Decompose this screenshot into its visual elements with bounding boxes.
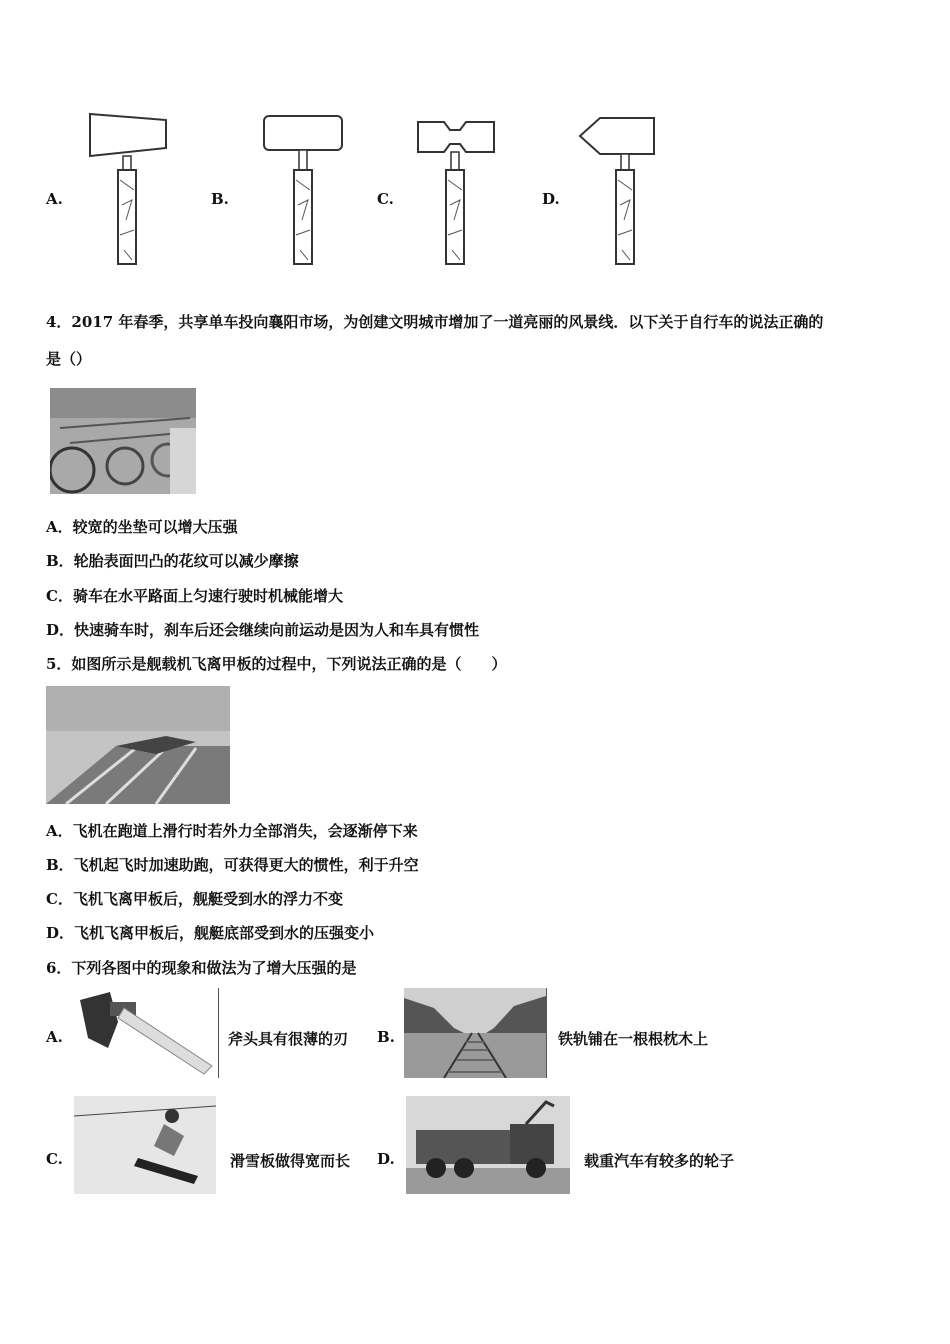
q6-option-a-caption: 斧头具有很薄的刃 [228, 1030, 349, 1048]
carrier-aircraft-photo [46, 686, 230, 804]
q6-option-b-label: B. [377, 1028, 395, 1046]
railway-track-photo [404, 988, 547, 1078]
hammer-c-figure [410, 110, 500, 270]
q5-option-d: D．飞机飞离甲板后，舰艇底部受到水的压强变小 [46, 924, 375, 942]
q6-option-d-label: D. [377, 1150, 395, 1168]
q4-option-b: B．轮胎表面凹凸的花纹可以减少摩擦 [46, 552, 299, 570]
q5-stem: 5．如图所示是舰载机飞离甲板的过程中，下列说法正确的是（ ） [46, 655, 507, 673]
axe-photo [74, 988, 219, 1078]
q3-option-c-label: C. [377, 190, 394, 208]
q6-option-c-caption: 滑雪板做得宽而长 [230, 1152, 351, 1170]
q4-option-a: A．较宽的坐垫可以增大压强 [46, 518, 238, 536]
q3-option-b-label: B. [211, 190, 229, 208]
heavy-truck-photo [406, 1096, 570, 1194]
q5-option-b: B．飞机起飞时加速助跑，可获得更大的惯性，利于升空 [46, 856, 419, 874]
shared-bicycles-photo [50, 388, 196, 494]
q3-option-a-label: A. [46, 190, 63, 208]
hammer-d-figure [576, 110, 666, 270]
q4-stem-line1: 4．2017 年春季，共享单车投向襄阳市场，为创建文明城市增加了一道亮丽的风景线．以下关于自行车的说法正确的 [46, 313, 824, 331]
q4-stem-line2: 是（） [46, 350, 92, 368]
hammer-b-figure [258, 110, 348, 270]
hammer-a-figure [84, 110, 174, 270]
q6-option-d-caption: 载重汽车有较多的轮子 [584, 1152, 735, 1170]
q4-option-c: C．骑车在水平路面上匀速行驶时机械能增大 [46, 587, 343, 605]
snowboarder-photo [74, 1096, 216, 1194]
q5-option-c: C．飞机飞离甲板后，舰艇受到水的浮力不变 [46, 890, 343, 908]
q4-option-d: D．快速骑车时，刹车后还会继续向前运动是因为人和车具有惯性 [46, 621, 480, 639]
q5-option-a: A．飞机在跑道上滑行时若外力全部消失，会逐渐停下来 [46, 822, 418, 840]
q6-stem: 6．下列各图中的现象和做法为了增大压强的是 [46, 959, 357, 977]
q6-option-b-caption: 铁轨铺在一根根枕木上 [558, 1030, 709, 1048]
q6-option-c-label: C. [46, 1150, 63, 1168]
q3-option-d-label: D. [542, 190, 560, 208]
q6-option-a-label: A. [46, 1028, 63, 1046]
